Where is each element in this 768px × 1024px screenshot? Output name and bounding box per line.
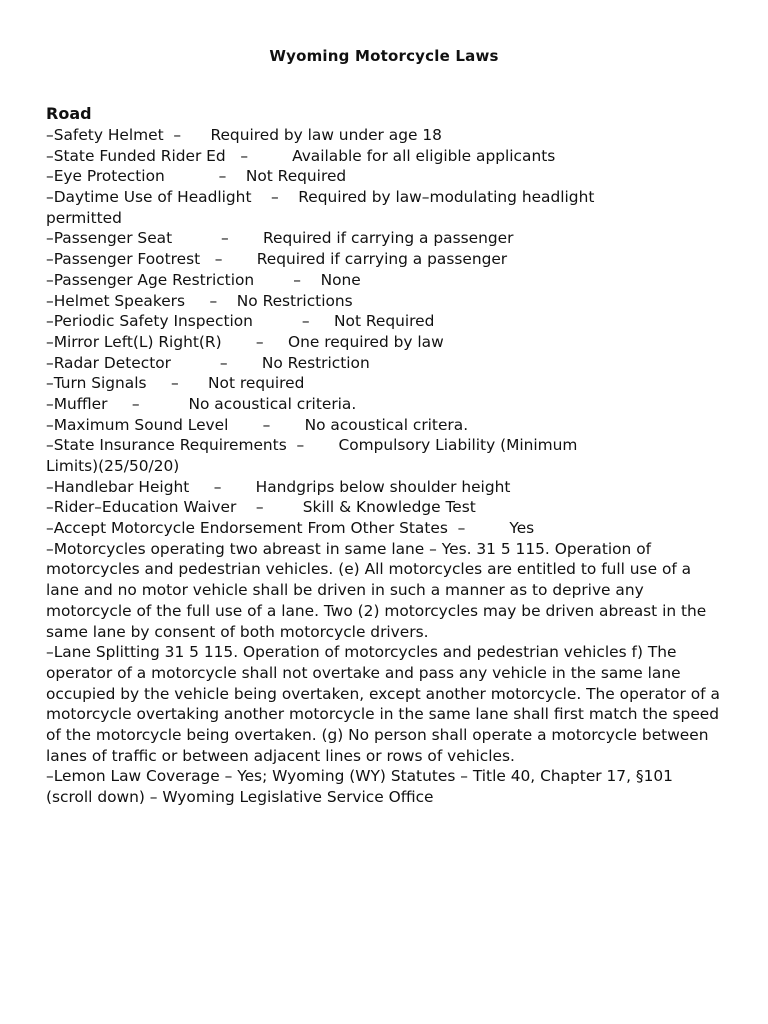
law-line: –State Funded Rider Ed – Available for all eligible applicants bbox=[46, 146, 556, 165]
law-line: –Eye Protection – Not Required bbox=[46, 167, 347, 186]
law-paragraph-two-abreast: –Motorcycles operating two abreast in same lane – Yes. 31 5 115. Operation of motorcycles and pedestrian vehicles. (e) All motorcycles are entitled to full use of a lane and no motor vehicle shall be driven in such a manner as to deprive any motorcycle of the full use of a lane. Two (2) motorcycles may be driven abreast in the same lane by consent of both motorcycle drivers. bbox=[46, 539, 707, 641]
law-line: –Helmet Speakers – No Restrictions bbox=[46, 291, 353, 310]
law-paragraph-lemon-law: –Lemon Law Coverage – Yes; Wyoming (WY) Statutes – Title 40, Chapter 17, §101 (scroll down) – Wyoming Legislative Service Office bbox=[46, 767, 673, 807]
law-line: –Periodic Safety Inspection – Not Required bbox=[46, 312, 435, 331]
law-line: –Radar Detector – No Restriction bbox=[46, 353, 370, 372]
law-line: –Turn Signals – Not required bbox=[46, 374, 305, 393]
law-line: –Passenger Seat – Required if carrying a passenger bbox=[46, 229, 514, 248]
law-line: –Passenger Age Restriction – None bbox=[46, 270, 361, 289]
law-line: permitted bbox=[46, 208, 122, 227]
law-line: –Handlebar Height – Handgrips below shoulder height bbox=[46, 477, 511, 496]
law-line: –Accept Motorcycle Endorsement From Other States – Yes bbox=[46, 519, 535, 538]
law-line: –State Insurance Requirements – Compulsory Liability (Minimum bbox=[46, 436, 578, 455]
law-line: –Muffler – No acoustical criteria. bbox=[46, 394, 357, 413]
law-line: –Safety Helmet – Required by law under age 18 bbox=[46, 126, 442, 144]
document-title: Wyoming Motorcycle Laws bbox=[269, 47, 499, 65]
law-line: –Maximum Sound Level – No acoustical critera. bbox=[46, 415, 469, 434]
section-heading-road: Road bbox=[46, 104, 92, 123]
document-body bbox=[46, 125, 724, 808]
law-line: –Mirror Left(L) Right(R) – One required by law bbox=[46, 332, 444, 351]
law-paragraph-lane-splitting: –Lane Splitting 31 5 115. Operation of motorcycles and pedestrian vehicles f) The operator of a motorcycle shall not overtake and pass any vehicle in the same lane occupied by the vehicle being overtaken, except another motorcycle. The operator of a motorcycle overtaking another motorcycle in the same lane shall first match the speed of the motorcycle being overtaken. (g) No person shall operate a motorcycle between lanes of traffic or between adjacent lines or rows of vehicles. bbox=[46, 643, 720, 765]
law-line: Limits)(25/50/20) bbox=[46, 457, 180, 475]
law-line: –Daytime Use of Headlight – Required by law–modulating headlight bbox=[46, 188, 595, 207]
law-line: –Rider–Education Waiver – Skill & Knowledge Test bbox=[46, 498, 476, 517]
law-line: –Passenger Footrest – Required if carrying a passenger bbox=[46, 250, 508, 269]
